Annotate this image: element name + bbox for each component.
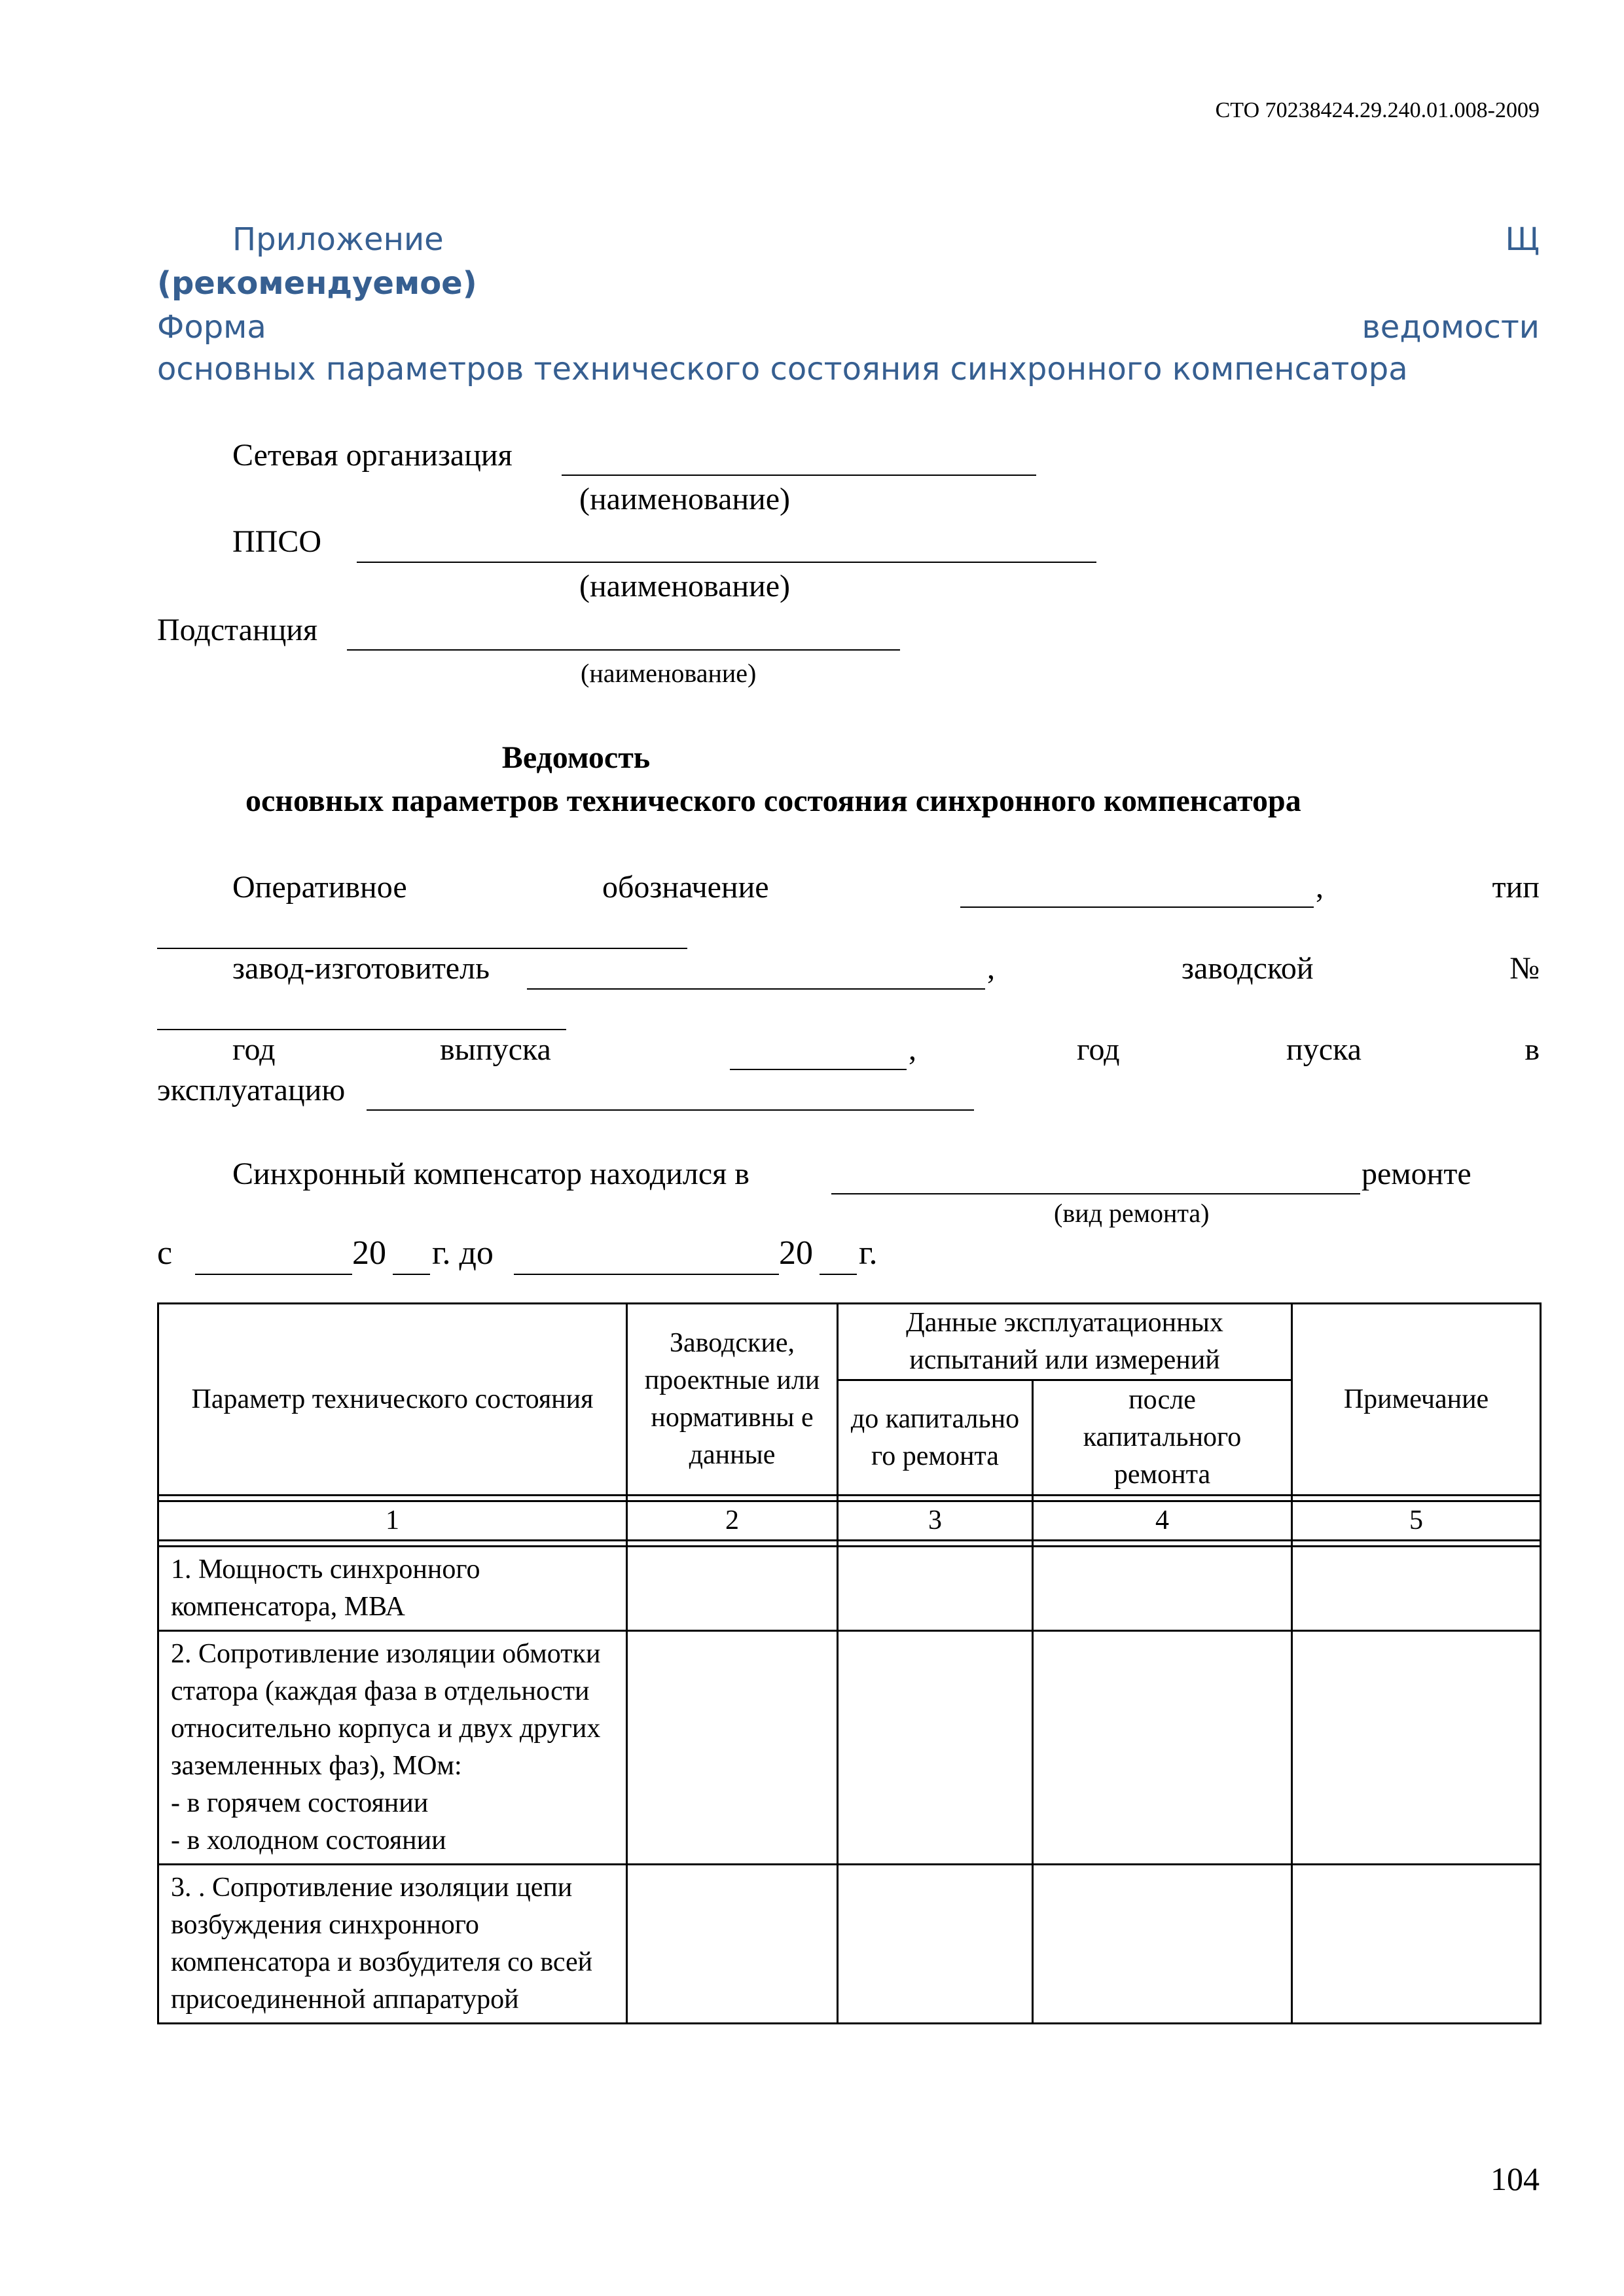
cell-note[interactable] bbox=[1292, 1631, 1541, 1865]
statement-subtitle: основных параметров технического состояния синхронного компенсатора bbox=[245, 783, 1301, 818]
year-label: год bbox=[232, 1032, 276, 1067]
table-row bbox=[158, 1865, 1541, 2024]
cell-note[interactable] bbox=[1292, 1865, 1541, 2024]
network-org-blank bbox=[562, 475, 1036, 476]
appendix-subtitle: основных параметров технического состояния синхронного компенсатора bbox=[157, 351, 1408, 387]
repair-suffix: ремонте bbox=[1362, 1157, 1471, 1191]
type-label: тип bbox=[1492, 870, 1540, 905]
repair-year-1: 20 bbox=[352, 1234, 386, 1272]
into-label: в bbox=[1525, 1032, 1540, 1067]
header-before-repair: до капитально го ремонта bbox=[838, 1380, 1033, 1496]
cell-before[interactable] bbox=[838, 1865, 1033, 2024]
appendix-form-word: Форма bbox=[157, 309, 266, 346]
exploitation-label: эксплуатацию bbox=[157, 1073, 346, 1107]
repair-year-end: г. bbox=[859, 1234, 878, 1272]
repair-text: Синхронный компенсатор находился в bbox=[232, 1157, 749, 1191]
cell-after[interactable] bbox=[1033, 1865, 1292, 2024]
repair-from-blank bbox=[195, 1274, 352, 1275]
appendix-letter: Щ bbox=[1505, 221, 1540, 258]
cell-before[interactable] bbox=[838, 1547, 1033, 1631]
table-row bbox=[158, 1547, 1541, 1631]
appendix-label: Приложение bbox=[232, 221, 444, 258]
start-label: пуска bbox=[1286, 1032, 1362, 1067]
comma-3: , bbox=[909, 1032, 916, 1067]
repair-year-2-blank bbox=[820, 1274, 857, 1275]
column-number: 5 bbox=[1292, 1501, 1541, 1541]
parameters-table bbox=[157, 1302, 1542, 2024]
type-blank bbox=[157, 948, 687, 949]
repair-to: г. до bbox=[432, 1234, 494, 1272]
column-number: 2 bbox=[627, 1501, 838, 1541]
designation-label: обозначение bbox=[602, 870, 769, 905]
column-number: 1 bbox=[158, 1501, 627, 1541]
number-sign: № bbox=[1509, 951, 1540, 986]
factory-number-label: заводской bbox=[1182, 951, 1314, 986]
network-org-hint: (наименование) bbox=[579, 482, 791, 516]
column-number: 4 bbox=[1033, 1501, 1292, 1541]
statement-title: Ведомость bbox=[501, 740, 651, 775]
cell-factory[interactable] bbox=[627, 1631, 838, 1865]
start-year-label: год bbox=[1077, 1032, 1120, 1067]
repair-from: с bbox=[157, 1234, 173, 1272]
repair-year-1-blank bbox=[393, 1274, 430, 1275]
substation-label: Подстанция bbox=[157, 613, 318, 647]
exploitation-blank bbox=[367, 1109, 974, 1111]
comma-2: , bbox=[987, 951, 995, 986]
operative-label: Оперативное bbox=[232, 870, 407, 905]
manufacturer-label: завод-изготовитель bbox=[232, 951, 490, 986]
header-param: Параметр технического состояния bbox=[158, 1304, 627, 1496]
header-after-repair: после капитального ремонта bbox=[1033, 1380, 1292, 1496]
table-row bbox=[158, 1631, 1541, 1865]
row-param: 1. Мощность синхронного компенсатора, МВА bbox=[158, 1547, 627, 1631]
repair-kind-hint: (вид ремонта) bbox=[1054, 1198, 1210, 1228]
row-param: 2. Сопротивление изоляции обмотки статора (каждая фаза в отдельности относительно корпуса и двух других заземленных фаз), МОм: - в горячем состоянии - в холодном состоянии bbox=[158, 1631, 627, 1865]
appendix-form-of: ведомости bbox=[1362, 309, 1540, 346]
repair-year-2: 20 bbox=[779, 1234, 813, 1272]
cell-after[interactable] bbox=[1033, 1631, 1292, 1865]
cell-factory[interactable] bbox=[627, 1865, 838, 2024]
release-label: выпуска bbox=[440, 1032, 551, 1067]
appendix-status: (рекомендуемое) bbox=[157, 265, 477, 302]
cell-factory[interactable] bbox=[627, 1547, 838, 1631]
header-operational-data: Данные эксплуатационных испытаний или измерений bbox=[838, 1304, 1292, 1380]
cell-after[interactable] bbox=[1033, 1547, 1292, 1631]
cell-note[interactable] bbox=[1292, 1547, 1541, 1631]
cell-before[interactable] bbox=[838, 1631, 1033, 1865]
manufacturer-blank bbox=[527, 988, 985, 990]
ppso-label: ППСО bbox=[232, 524, 322, 559]
row-param: 3. . Сопротивление изоляции цепи возбуждения синхронного компенсатора и возбудителя со всей присоединенной аппаратурой bbox=[158, 1865, 627, 2024]
header-factory-data: Заводские, проектные или нормативны е данные bbox=[627, 1304, 838, 1496]
ppso-hint: (наименование) bbox=[579, 569, 791, 603]
page-number: 104 bbox=[1490, 2161, 1540, 2197]
repair-to-blank bbox=[514, 1274, 779, 1275]
designation-blank bbox=[960, 906, 1314, 908]
substation-hint: (наименование) bbox=[581, 658, 757, 688]
ppso-blank bbox=[357, 562, 1096, 563]
column-number: 3 bbox=[838, 1501, 1033, 1541]
network-org-label: Сетевая организация bbox=[232, 438, 513, 473]
document-code: СТО 70238424.29.240.01.008-2009 bbox=[1215, 98, 1540, 122]
factory-number-blank bbox=[157, 1029, 566, 1030]
comma-1: , bbox=[1316, 870, 1324, 905]
header-note: Примечание bbox=[1292, 1304, 1541, 1496]
repair-kind-blank bbox=[831, 1193, 1360, 1194]
release-year-blank bbox=[730, 1069, 907, 1070]
substation-blank bbox=[347, 649, 900, 651]
